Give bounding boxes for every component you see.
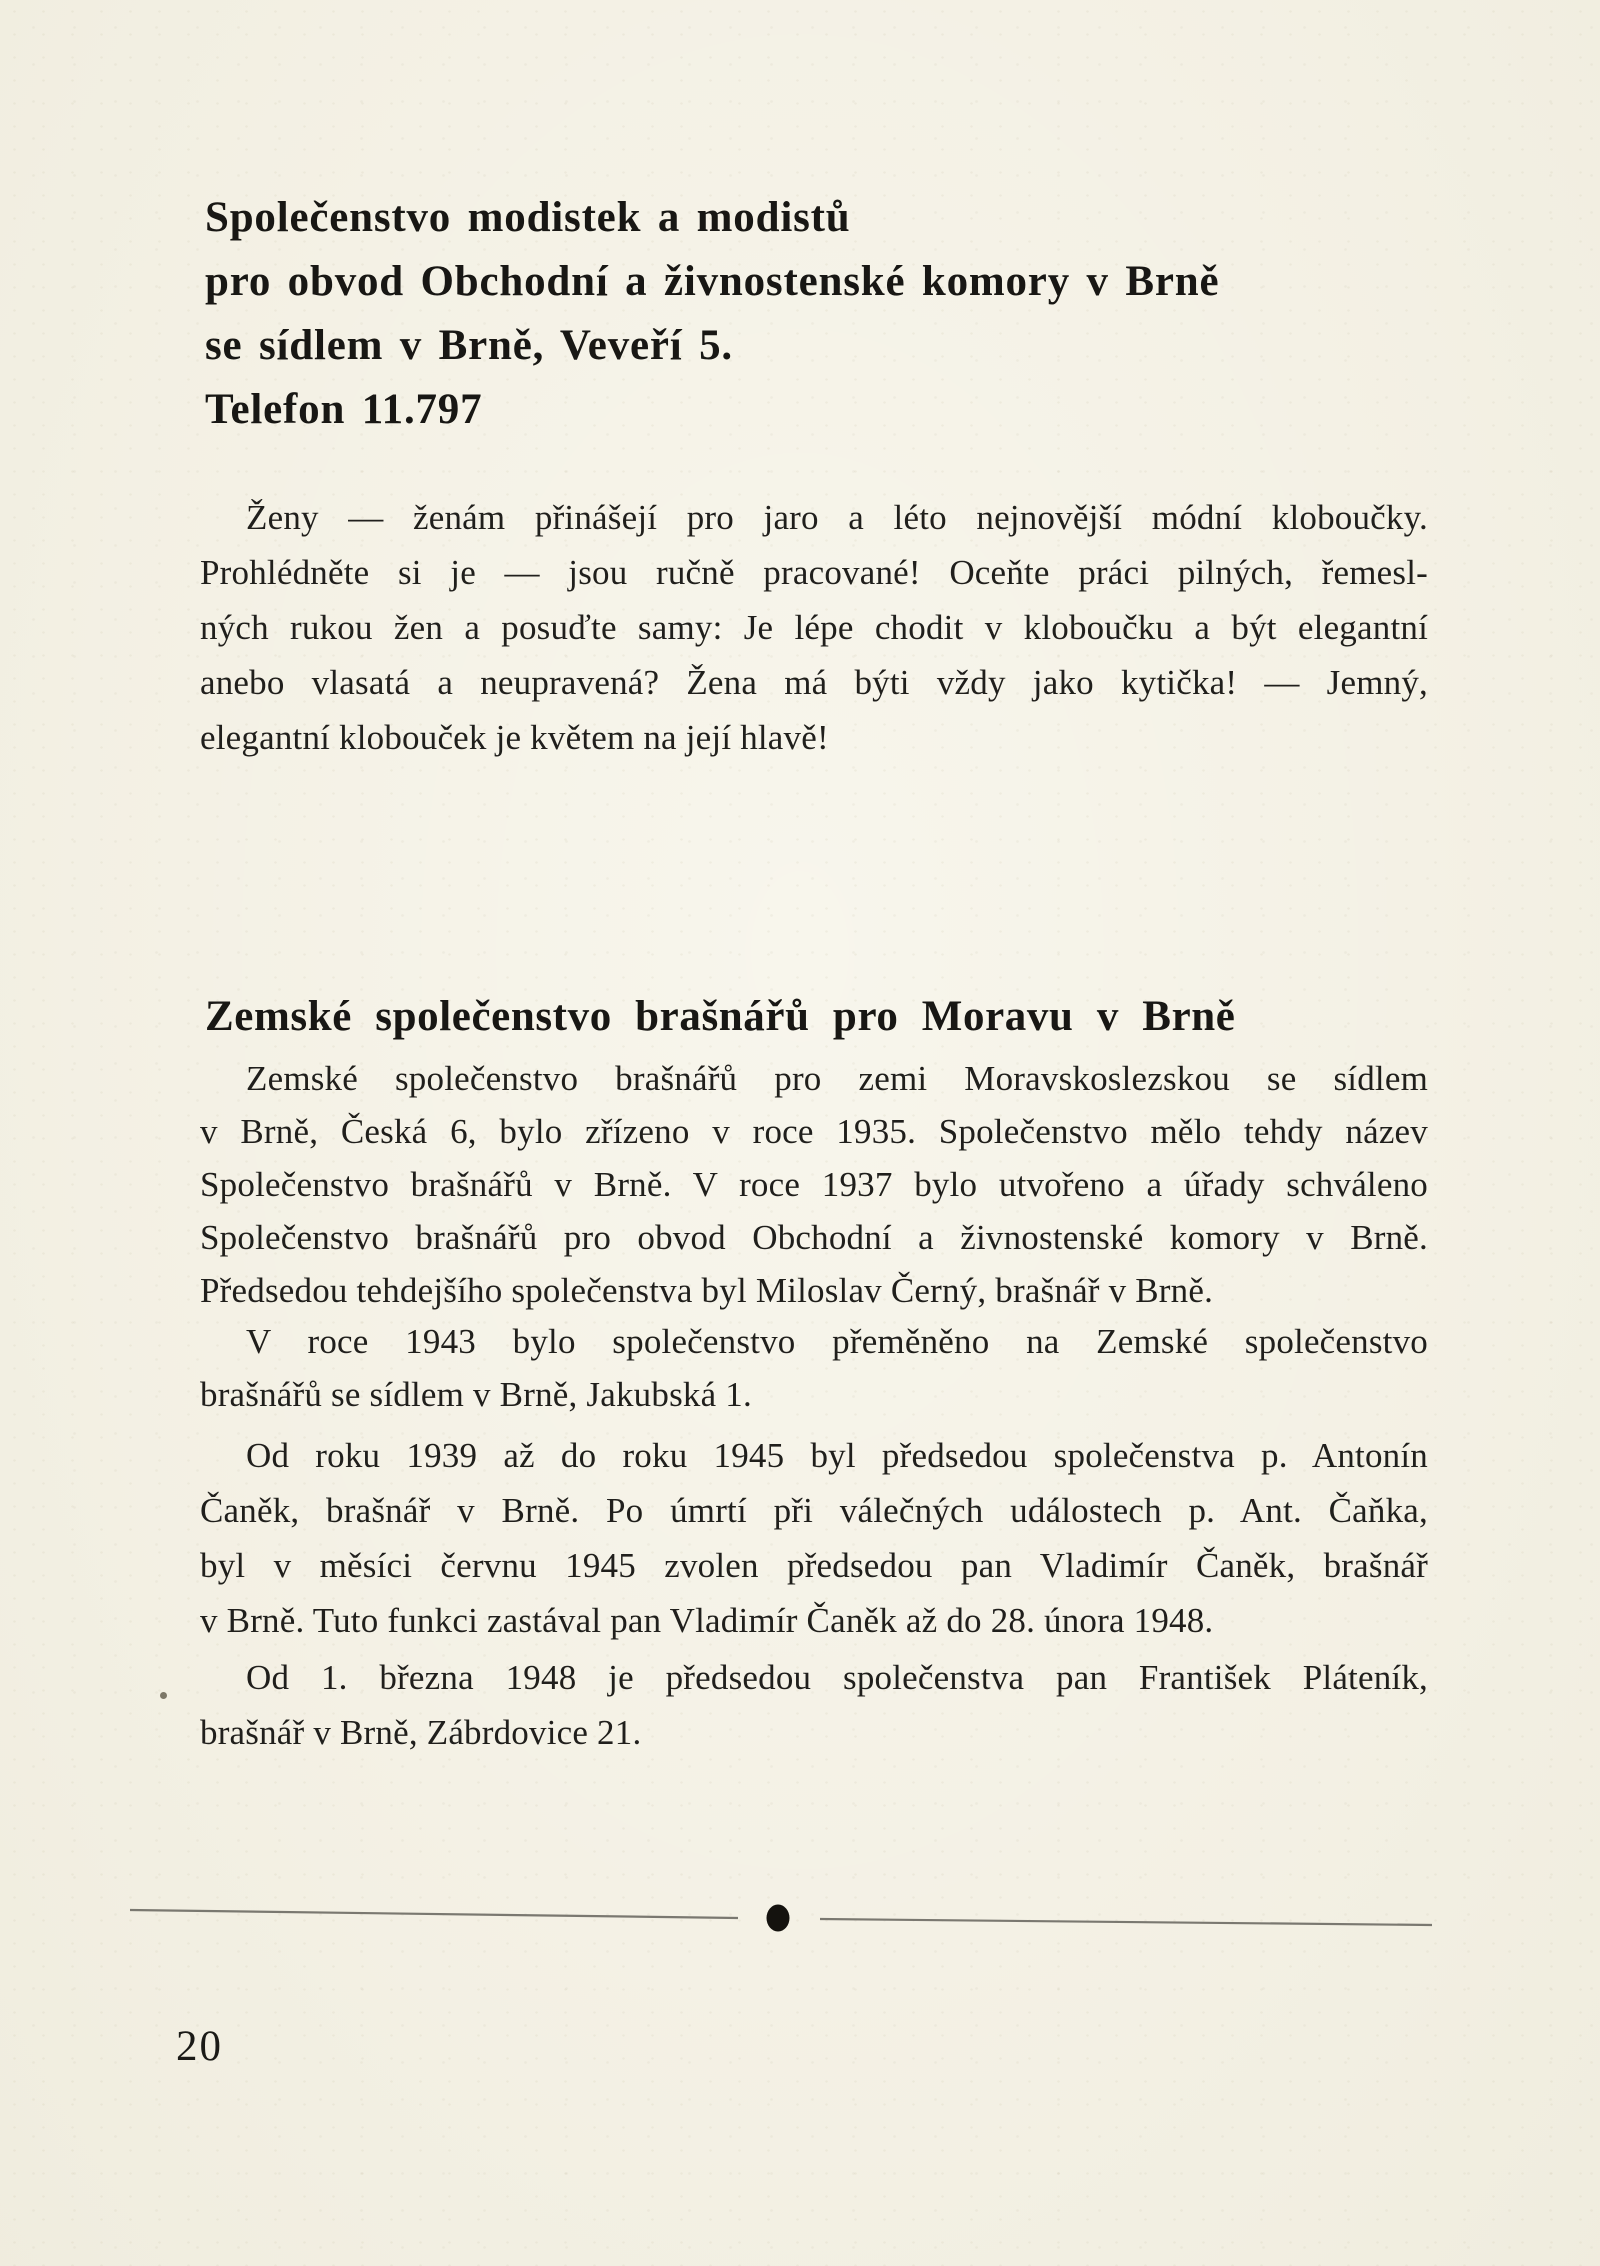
divider-left-line (130, 1910, 738, 1918)
text-line: elegantní klobouček je květem na její hlavě! (200, 718, 829, 757)
text-line: brašnářů se sídlem v Brně, Jakubská 1. (200, 1375, 752, 1414)
paragraph-predsedove (200, 1428, 1428, 1648)
text-line: v Brně. Tuto funkci zastával pan Vladimír Čaněk až do 28. února 1948. (200, 1601, 1214, 1640)
company-heading-modistek (205, 186, 1219, 442)
text-line: Od roku 1939 až do roku 1945 byl předsedou společenstva p. Antonín (246, 1436, 1428, 1475)
divider-dot-icon (767, 1905, 790, 1932)
text-line: Předsedou tehdejšího společenstva byl Miloslav Černý, brašnář v Brně. (200, 1271, 1214, 1310)
text-line: Společenstvo brašnářů v Brně. V roce 1937 bylo utvořeno a úřady schváleno (200, 1165, 1428, 1204)
paragraph-advert (200, 490, 1428, 765)
text-line: Od 1. března 1948 je předsedou společenstva pan František Pláteník, (246, 1658, 1428, 1697)
heading-line: se sídlem v Brně, Veveří 5. (205, 322, 733, 369)
text-line: byl v měsíci červnu 1945 zvolen předsedou pan Vladimír Čaněk, brašnář (200, 1546, 1428, 1585)
text-line: anebo vlasatá a neupravená? Žena má býti vždy jako kytička! — Jemný, (200, 663, 1428, 702)
section-heading-brasnaru: Zemské společenstvo brašnářů pro Moravu v Brně (205, 992, 1236, 1040)
text-line: Čaněk, brašnář v Brně. Po úmrtí při válečných událostech p. Ant. Čaňka, (200, 1491, 1428, 1530)
paragraph-1943 (200, 1315, 1428, 1421)
divider-right-line (820, 1919, 1432, 1925)
paragraph-platenik (200, 1650, 1428, 1760)
paragraph-history (200, 1052, 1428, 1317)
text-line: Ženy — ženám přinášejí pro jaro a léto nejnovější módní kloboučky. (246, 498, 1428, 537)
text-line: ných rukou žen a posuďte samy: Je lépe chodit v kloboučku a být elegantní (200, 608, 1428, 647)
text-line: brašnář v Brně, Zábrdovice 21. (200, 1713, 642, 1752)
text-line: Zemské společenstvo brašnářů pro zemi Moravskoslezskou se sídlem (246, 1059, 1428, 1098)
text-line: V roce 1943 bylo společenstvo přeměněno na Zemské společenstvo (246, 1322, 1428, 1361)
text-line: v Brně, Česká 6, bylo zřízeno v roce 1935. Společenstvo mělo tehdy název (200, 1112, 1428, 1151)
text-line: Prohlédněte si je — jsou ručně pracované! Oceňte práci pilných, řemesl- (200, 553, 1428, 592)
section-divider (130, 1900, 1432, 1934)
text-line: Společenstvo brašnářů pro obvod Obchodní a živnostenské komory v Brně. (200, 1218, 1428, 1257)
ink-speck (160, 1692, 167, 1699)
divider-rule (130, 1900, 1432, 1934)
page-number: 20 (176, 2023, 223, 2070)
heading-line: pro obvod Obchodní a živnostenské komory v Brně (205, 258, 1220, 305)
heading-line: Společenstvo modistek a modistů (205, 194, 851, 241)
telephone-line: Telefon 11.797 (205, 386, 483, 433)
